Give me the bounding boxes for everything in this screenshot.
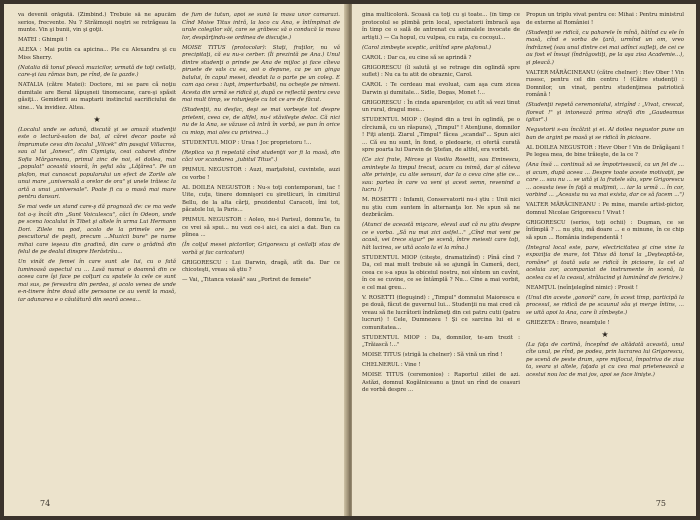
dialogue-paragraph: CAROL : Te cerdeau mai evoluat, cam aşa cum zicea Darwin şi dumitale... Sidle, Degas, Monet !... [362,82,520,96]
page-number-left: 74 [40,499,51,508]
dialogue-paragraph: CHELNERUL : Vine ! [362,362,421,368]
dialogue-paragraph: ALEXA : Mai putin ca apicina... Ple cu Alexandru şi cu Miss Sherry. [18,47,176,61]
dialogue-paragraph: Propun un triplu vivat pentru ce: Mihai : Pentru ministrul de externe al României ! [526,12,684,26]
stage-direction-paragraph: (Natalia dă tonul pleacă muzicilor, urmată de toţi ceilalţi, care-şi iau rămas bun, pe rînd, de la gazde.) [18,64,176,78]
stage-direction-paragraph: (Ana însă ... continuă să se împotrivească, ca un fel de ... și acum, după aceea ... Despre toate aceste motivații, pe care ... sau nu ... se uită şi la fratele său, spre Grigorescu ... aceasta iese în faţă a mulţimii, ... iar la urmă ... în cor, vorbind ... „Aceasta nu va mai exista, dar ce să facem ...") [526,162,684,198]
dialogue-paragraph: AL DOILEA NEGUSTOR : Nu-s toţi contemporani, tac ! Uite, cuţu, tinere domnişori cu şiretlicuri, în cimitirul Bellu, de la alta cărţi, prezidentul Caracoti, îmi tot, păcatele lui, la Paris... [182,184,340,213]
dialogue-paragraph: STUDENTUL MIOP : (Ieşind din a trei în oglindă, pe o cîrciumă, cu un răspuns), „Timpul" ! Atenţiune, domnilor ! Fiţi atenţi. Ziarul „Timpul" făcea „scandal"... Spun aici ... Că eu nu sunt, în fond, o pledoarie, ci ofertă curată spre poarta lui Darwin de Ştefan, de altfel, era vorbit. [362,117,520,153]
left-page-columns [18,12,340,494]
dialogue-paragraph: NATALIA (către Matei): Doctore, mi se pare că noţiu dumitale are Beral lăpuşneii tinomecane, care-şi spăsit găsiţi... Gemiderii au maptarii instinctul sacrificiului de sine... Va invidiez. Altea. [18,82,176,111]
stage-direction-paragraph: (Studenţii, nu desfac, deşi se mai vorbeşte tot despre prieteni, ceea ce, de altfel, nu-i stăvileşte deloc. Că nici nu de la Ana, se văzuse că intră în vorbă, se pun în orice cu miop, mai ales cu privirea...) [182,107,340,136]
stage-direction-paragraph: (Replica va fi repetată cînd studenţii vor fi la masă, din căci vor scandarea „iubitul Titus".) [182,149,340,163]
section-break-star: ★ [601,329,609,339]
stage-direction-paragraph: Negustorii s-au încălzit şi ei. Al doilea negustor pune un ban de argint pe masă şi se ridică în picioare. [526,127,684,141]
dialogue-paragraph: GRIGORESCU (îl salută şi se retrage din oglindă spre suflet) : Nu ca tu atit de obraznic, Carol. [362,64,520,78]
section-break-star: ★ [93,114,101,124]
left-page [4,4,348,516]
dialogue-paragraph: STUDENTUL MIOP : Da, domnilor, te-am trezit : „Trăiască !..." [362,334,520,348]
dialogue-paragraph: STUDENTUL MIOP : Uraa ! Joc proprietoru !... [182,139,312,146]
dialogue-paragraph: — Vai, „Titanca voiasă" sau „Portret de femeie" [182,277,312,283]
stage-direction-paragraph: (La faţa de cortină, începînd de altădată această, unul cîte unul, pe rînd, pe podea, prin lucrarea lui Grigorescu, pe scenă de peste drum, spre mijlocul, împotriva de ziua ta, seara și altele, faţada şi cu cea mai prietenească a acestui nou loc de mai jos, apoi se face linişte.) [526,341,684,378]
dialogue-paragraph: va devenii orăgută. (Zimbind.) Trebuie să ne apucăm serios, frecvente. Nu ? Străimoşii noştri se retrăgeau la munte. Vin şi bunii, vin şi goţii. [18,12,176,33]
stage-direction-paragraph: (Integral local este, pare, electricitatea şi cine vine la expoziţia de mare, tot Titus dă tonul la „Deşteaptă-te, române" şi toată sala se ridică în picioare, la cel al aceluia zor, acompaniat de instrumente în scenă, la acelea cu el la ceasul, strălucind şi luminând de fericire.) [526,244,684,281]
dialogue-paragraph: GRIGORESCU (serios, toţi ochii) : Duşman, ce se întîmplă ? ... nu ştiu, mă doare ... e o minune, în ce chip să spun ... România independentă ! [526,219,684,241]
right-page-columns [362,12,684,494]
dialogue-paragraph: VALTER MĂRĂCINEANU : Pe mine, marele artist-pictor, domnul Nicolae Grigorescu ! Vivat ! [526,202,684,216]
stage-direction-paragraph: (Localul unde se adună, discută şi se amuză studenţii este o lectură-salon de bal, al cărei decor poate să împrumute ceva din localul „Vilcek" din pasajul Villacros, sau al lui „Ionesc", din Cişmigiu, ceai cabaret dintre Sofia Mărgareanu, primul zinc de noi, el doilea, mai „populat" această vioară, în şeful său „Lăţărea". Pe un plafon, mai cunoscut popularului un efect de Zorile ale unui mare „universală a orelor de ora" şi unele trăiesc la artă a unui „universale". Poate fi cu o masă mai mare pentru dansuri. [18,126,176,200]
stage-direction-paragraph: de fum de tutun, apoi se sună la masa unor camarazi. Cînd Moise Titus intră, la loco cu Ana, e întîmpinat de urale colegilor săi, care se grăbesc să o conducă la masa lor, despărţindu-se ordinea de discuţie.) [182,12,340,41]
dialogue-paragraph: PRIMUL NEGUSTOR : Auzi, marţafoiul, cuvintele, auzi ce vorbe ! [182,167,340,181]
left-page-column-2 [182,12,340,494]
stage-direction-paragraph: (Atunci de această mişcare, elevul aud că nu ştiu despre ce e vorba. „Să nu mai zici astfel..." „Cînd mai veni pe acasă, vei trece sigur" pe scenă, între meiesti care toţi, hăt lucirea, se uită acolo la ei la mîna.) [362,222,520,251]
left-page-column-1 [18,12,176,494]
dialogue-paragraph: gina multicoloră. Scoasă ca toţi cu şi toate... (în timp ce protocolul se plimbă prin local, spectatorii îmbracă aşa în timp ce o sală de antrenat cu animalele invocate de artişti.) — Ca hopul, cu vulpea, cu raţa, cu cocoşul... [362,12,520,41]
stage-direction-paragraph: (Ce zici frate, Mircea şi Vasilia Rosetti, sau Eminescu, aminteşte la timpul trecut, acum cu inimă, dar și câteva alte privinţe, cu alte sensuri, dar la o ceva cine știe ce... sau: partea în care va veni și acest semn, revenind a lucru !) [362,157,520,193]
dialogue-paragraph: V. ROSETTI (fleguşind) : „Timpul" domnului Maiorescu e pe două, făcut de guvernul lui... Studenţii nu mai cred că vreau să fie lucrătorii îndrăzneţi din cei patru cutii (patru lucruri) ! Cele, Dumnezeu ! Şi ce sarcina lui ei e comunitatea... [362,294,520,331]
dialogue-paragraph: NEAMŢUL (neînţelegînd nimic) : Prosit ! [526,284,638,291]
page-number-right: 75 [655,499,666,508]
right-page-column-2 [526,12,684,494]
stage-direction-paragraph: (Studenţii se ridică, cu paharele în mînă, bătînd cu ele în masă, cînd e vorba de ţară, urmînd un om, vreo îndrăzneţ (sau unul dintre cei mai adînci sufleţi, de cei ce au fost el însuşi (îndrăgostiţi, pe la aşa zisa Academie...), şi pleacă.) [526,29,684,66]
dialogue-paragraph: MATEI : Ghimpii ! [18,37,68,43]
right-page [352,4,696,516]
stage-direction-paragraph: (În colţul mesei pictorilor, Grigorescu şi ceilalţi stau de vorbă şi fac caricaturi) [182,242,340,256]
dialogue-paragraph: PRIMUL NEGUSTOR : Aoleo, nu-i Parisul, domnu'le, tu ce vrei să spui... nu vezi ce-i aici, ca aici a dat. Bun ca pîinea ... [182,217,340,238]
dialogue-paragraph: GRIEZETA : Bravo, neamţule ! [526,319,610,326]
dialogue-paragraph: AL DOILEA NEGUSTOR : Hevr Ober ! Vin de Drăgăşani ! Pe legea mea, de bine trăieşte, de la ce ? [526,144,684,158]
dialogue-paragraph: MOISE TITUS (strigă la chelner) : Să vină un rînd ! [362,352,503,358]
dialogue-paragraph: MOISE TITUS (ceremonios) : Raportul ziilei de azi. Astăzi, domnul Kogălniceanu a ţinut un rînd de ceasuri de vorbă despre ... [362,372,520,393]
stage-direction-paragraph: Se mai vede un stand care-ş dă prognoză de: ce ma vede tot a-ş încât din „Sunt Voiculescu", căci în Odeon, unde pe scena localului în Tibet şi altele în urma Lui Hermann Dori. Zilele nu pod, acolo de la primele ore pe pescuitorul de peşti, precum ...Muzicii bure" pe nume mihai care ieşeau din gradină, din care o grădină din felul de pe dealul dinspre Herăstrău... [18,204,176,255]
stage-direction-paragraph: (Studenţii repetă ceremonialul, strigînd : „Vivat, crescat, floreat !" şi intonează prima strofă din „Gaudeamus igitur".) [526,102,684,123]
right-page-column-1 [362,12,520,494]
dialogue-paragraph: GRIGORESCU : Lui Darwin, dragă, atît da. Dar ce chicoteşti, vreau să ştiu ? [182,259,340,273]
dialogue-paragraph: CAROL : Dar ca, eu cine să se aprindă ? [362,54,472,61]
dialogue-paragraph: VALTER MĂRĂCINEANU (către chelner) : Hev Ober ! Vin rusesc, pentru cel din centru ! (Către studenţi) : Domnilor, un vinat, pentru studenţimea patriotică română ! [526,69,684,98]
stage-direction-paragraph: (Unul din aceste ,gonoră" care, în acest timp, participă la procesul, se ridică de pe scaunul său şi merge întins, ... se uită apoi la Ana, care îi zîmbeşte.) [526,294,684,316]
dialogue-paragraph: STUDENTUL MIOP (citeşte, dramatizînd) : Pînă cînd ? Da, cel mai mult trebuie să se ajungă în Cameră, deci, ceea ce s-a spus la obiceiul nostru, noi sîntem un cuvînt, în ce se cuvine, ce se întâmplă ? Nu... Cine a mai vorbit, e cel mai greu... [362,254,520,291]
stage-direction-paragraph: (Carol zimbeşte sceptic, arătînd spre plafonul.) [362,44,491,51]
stage-direction-paragraph: Un vinăt de femei în care sunt ale lui, cu o fată luminoasă aspectul cu ... Lasă numai o doamnă din ce aceea care îşi face pe colţuri cu spatele la cele ce sunt mai sus, pe fereastra din perdea, şi acolo venea de unde e-n-tinere între două alte persoane ce au venit la masă, iar adunarea e o căutătură din seară aceea... [18,259,176,303]
stage-direction-paragraph: MOISE TITUS (protocolar): Staţi, fraţilor, nu vă precipitaţi, că eu nu-s cerber. (Îi prezintă pe Ana.) Unul dintre studenţi o prinde pe Ana de mijloc şi face cîteva piruete de vals cu ea, aoi o depune, ca pe un ginga balului, în capul mesei, deodat la o parte pe un coleg. E cam aşa ceva : lupt, imperturbabil, nu ocheşte pe nimeni. Acesta din urmă se ridică şi, după ce reflectă pentru ceva mai mult timp, se rotunjeşte cu tot ce are de făcut. [182,44,340,103]
dialogue-paragraph: M. ROSETTI : Infamii, Conservatorii nu-i ştiu : Unii nici nu ştiu cum suntem în alternanţa lor. Ne spun să ne dezbrăcăm. [362,197,520,218]
dialogue-paragraph: GRIGORESCU : În cinda aparenţelor, cu atît să vezi tinut un rural, dragul meu... [362,99,520,113]
